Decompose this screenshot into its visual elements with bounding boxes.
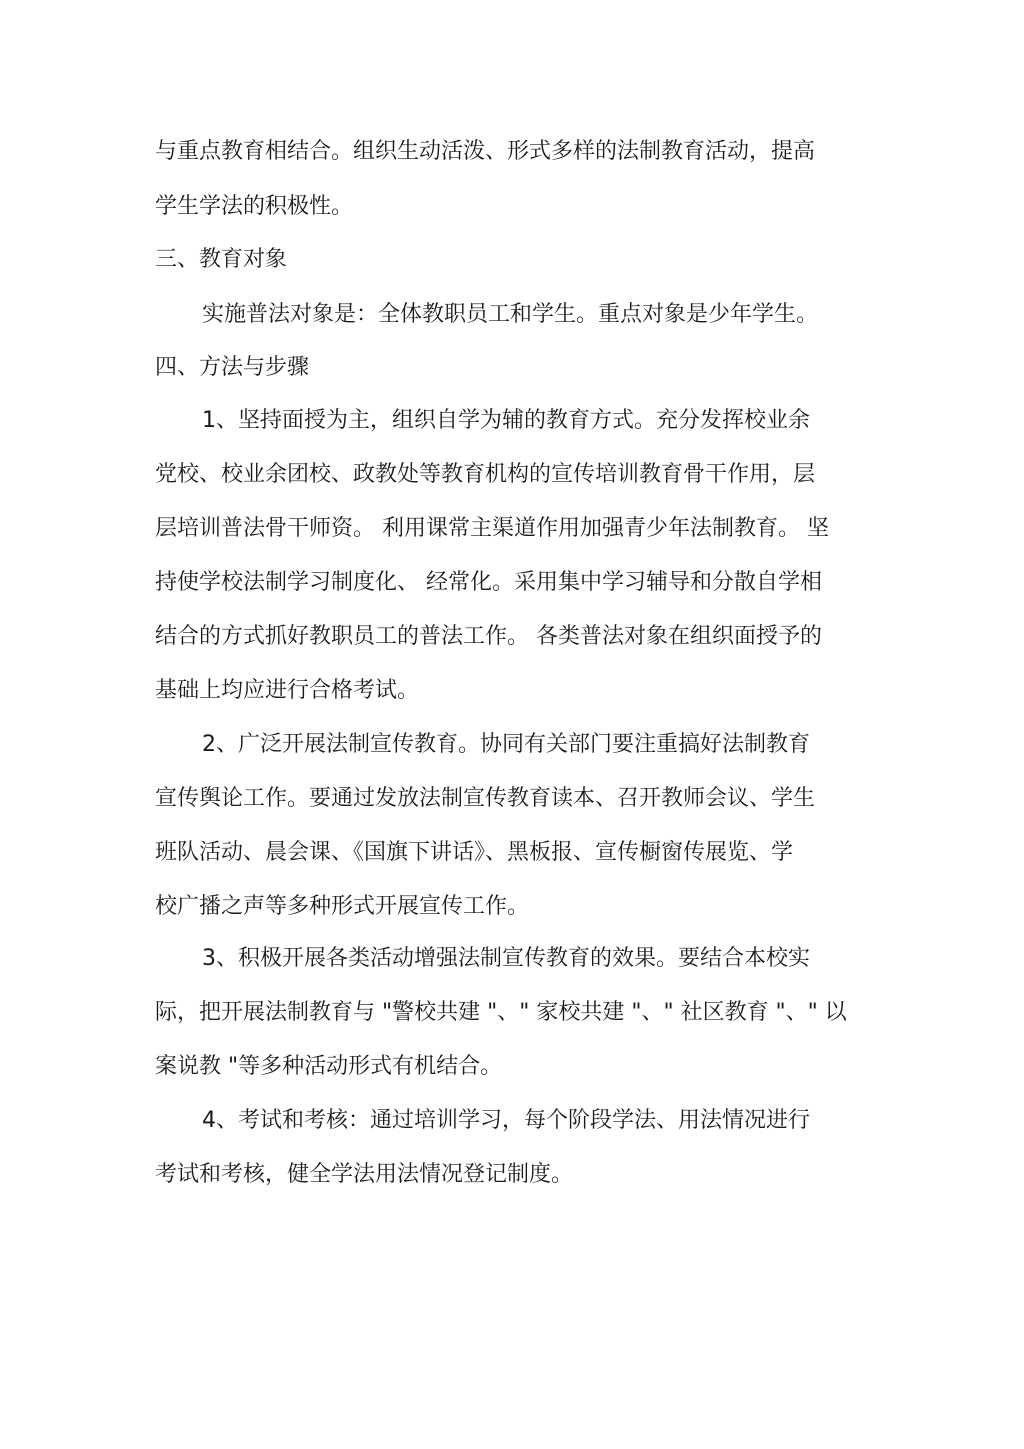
paragraph-line: 持使学校法制学习制度化、 经常化。采用集中学习辅导和分散自学相: [155, 570, 822, 595]
paragraph-line: 班队活动、晨会课、《国旗下讲话》、黑板报、宣传橱窗传展览、学: [155, 840, 794, 865]
paragraph-line: 考试和考核，健全学法用法情况登记制度。: [155, 1162, 574, 1187]
paragraph-line: 层培训普法骨干师资。 利用课常主渠道作用加强青少年法制教育。 坚: [155, 516, 829, 541]
section-heading: 四、方法与步骤: [155, 355, 310, 380]
paragraph-line: 党校、校业余团校、政教处等教育机构的宣传培训教育骨干作用，层: [155, 462, 816, 487]
paragraph-line: 宣传舆论工作。要通过发放法制宣传教育读本、召开教师会议、学生: [155, 786, 816, 811]
paragraph-line: 1、坚持面授为主，组织自学为辅的教育方式。充分发挥校业余: [202, 408, 810, 433]
paragraph-line: 实施普法对象是：全体教职员工和学生。重点对象是少年学生。: [202, 302, 819, 327]
paragraph-line: 学生学法的积极性。: [155, 194, 354, 219]
section-heading: 三、教育对象: [155, 247, 288, 272]
paragraph-line: 4、考试和考核：通过培训学习，每个阶段学法、用法情况进行: [202, 1108, 810, 1133]
paragraph-line: 3、积极开展各类活动增强法制宣传教育的效果。要结合本校实: [202, 946, 810, 971]
paragraph-line: 与重点教育相结合。组织生动活泼、形式多样的法制教育活动，提高: [155, 139, 816, 164]
paragraph-line: 际，把开展法制教育与 "警校共建 "、" 家校共建 "、" 社区教育 "、" 以: [155, 1000, 847, 1025]
paragraph-line: 校广播之声等多种形式开展宣传工作。: [155, 894, 530, 919]
paragraph-line: 结合的方式抓好教职员工的普法工作。 各类普法对象在组织面授予的: [155, 624, 822, 649]
paragraph-line: 案说教 "等多种活动形式有机结合。: [155, 1054, 503, 1079]
paragraph-line: 2、广泛开展法制宣传教育。协同有关部门要注重搞好法制教育: [202, 732, 810, 757]
paragraph-line: 基础上均应进行合格考试。: [155, 678, 420, 703]
